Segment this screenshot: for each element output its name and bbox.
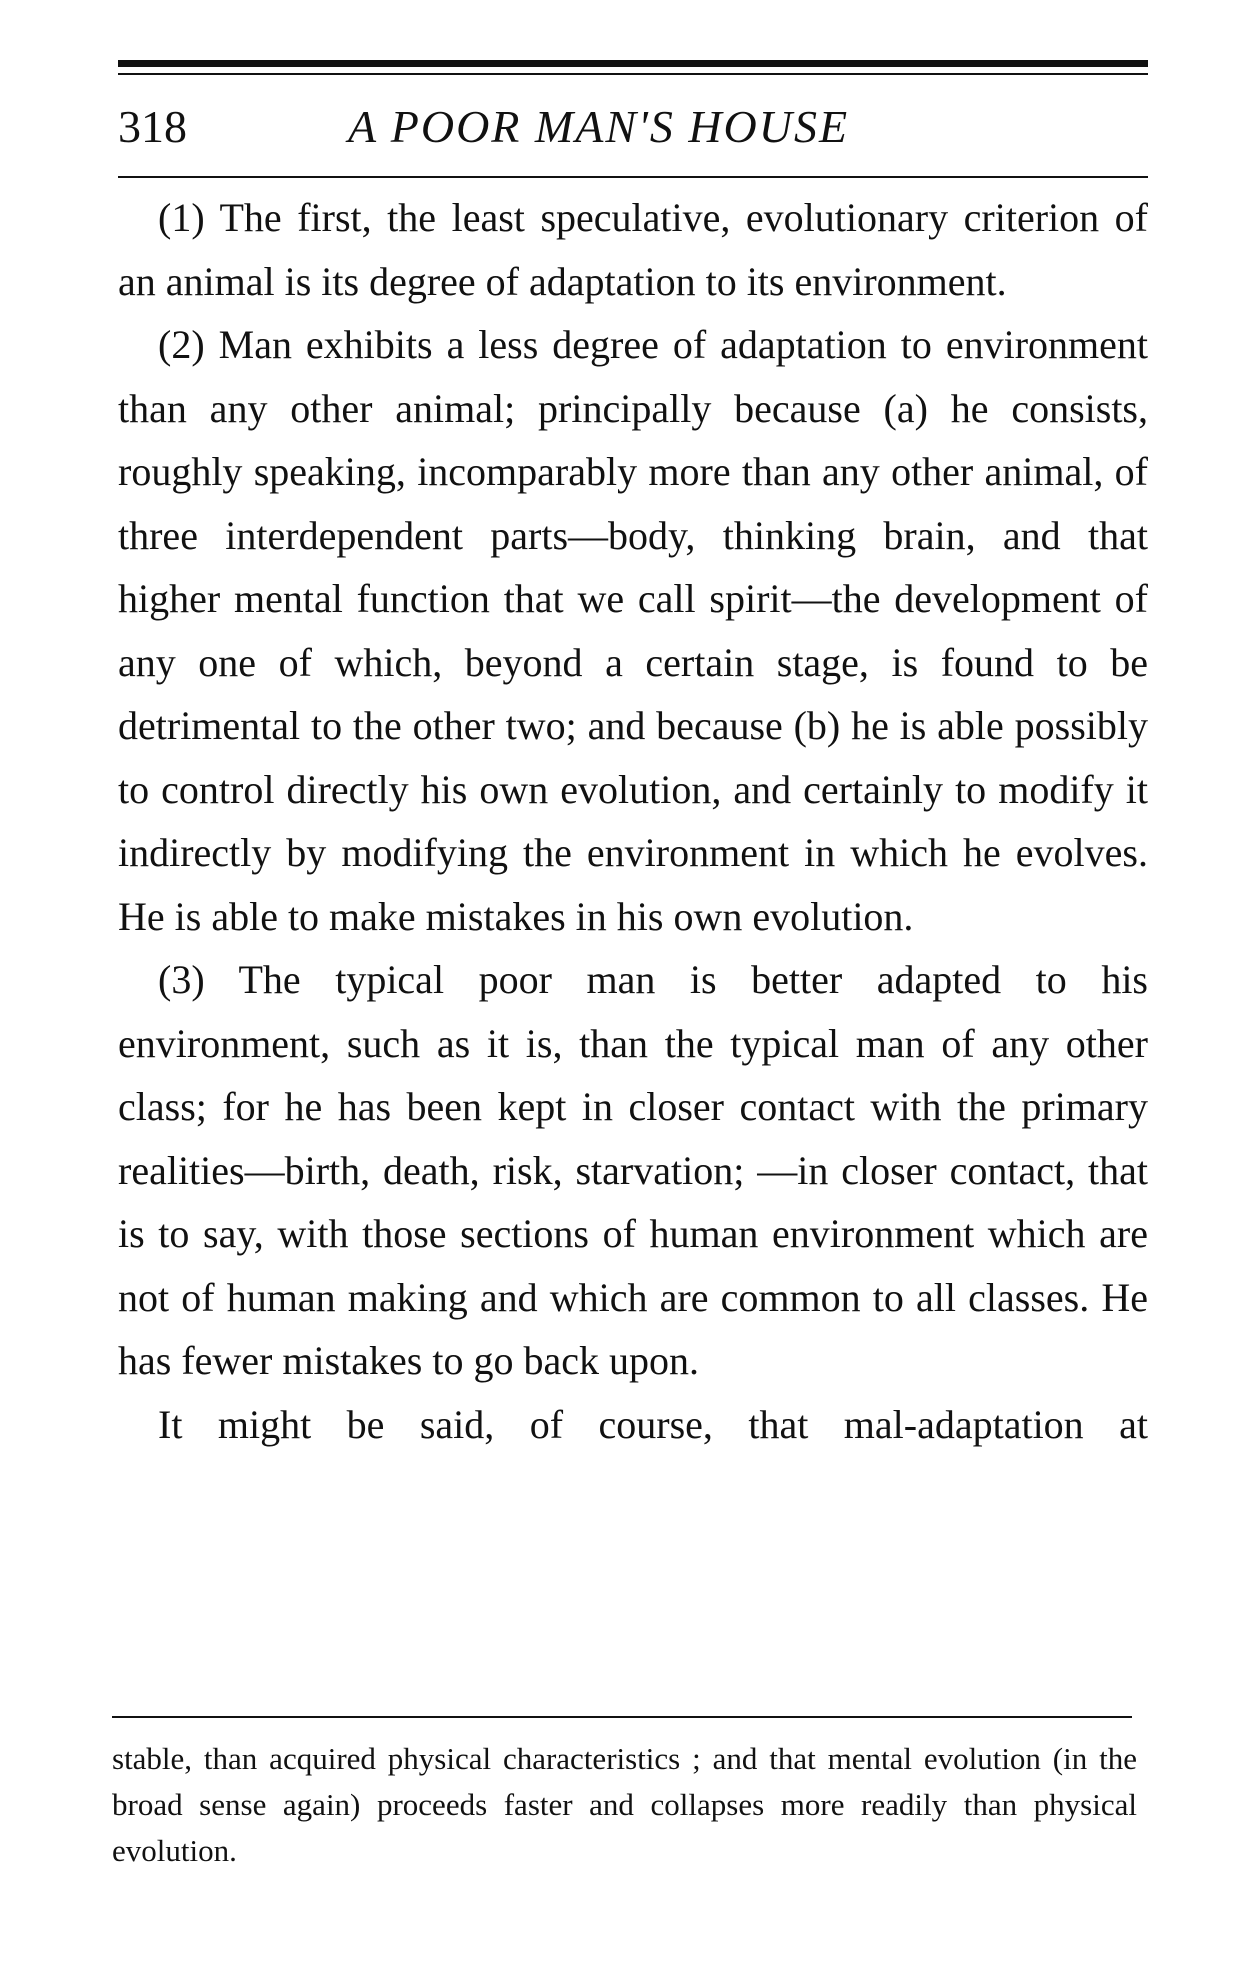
top-thin-rule [118, 73, 1148, 75]
paragraph-2: (2) Man exhibits a less degree of adaptation to environment than any other animal; principally because (a) he consists, roughly speaking, incomparably more than any other animal, of three interdependent parts—body, thinking brain, and that higher mental function that we call spirit—the development of any one of which, beyond a certain stage, is found to be detrimental to the other two; and because (b) he is able possibly to control directly his own evolution, and certainly to modify it indirectly by modifying the environment in which he evolves. He is able to make mistakes in his own evolution. [118, 322, 1148, 939]
paragraph-1: (1) The first, the least speculative, evolutionary criterion of an animal is its degree of adaptation to its environment. [118, 195, 1148, 304]
running-title: A POOR MAN'S HOUSE [348, 101, 850, 152]
header-rule [118, 176, 1148, 178]
page-number: 318 [118, 101, 187, 152]
top-thick-rule [118, 60, 1148, 67]
body-text [118, 186, 1148, 1456]
footnote-rule [112, 1716, 1132, 1718]
page-header [118, 100, 1148, 166]
paragraph-4: It might be said, of course, that mal-adaptation at [158, 1401, 1148, 1447]
paragraph-3: (3) The typical poor man is better adapted to his environment, such as it is, than the typical man of any other class; for he has been kept in closer contact with the primary realities—birth, death, risk, starvation; —in closer contact, that is to say, with those sections of human environment which are not of human making and which are common to all classes. He has fewer mistakes to go back upon. [118, 957, 1148, 1383]
footnote-text: stable, than acquired physical characteristics ; and that mental evolution (in the broad sense again) proceeds faster and collapses more readily than physical evolution. [112, 1741, 1137, 1868]
footnote [112, 1736, 1137, 1874]
